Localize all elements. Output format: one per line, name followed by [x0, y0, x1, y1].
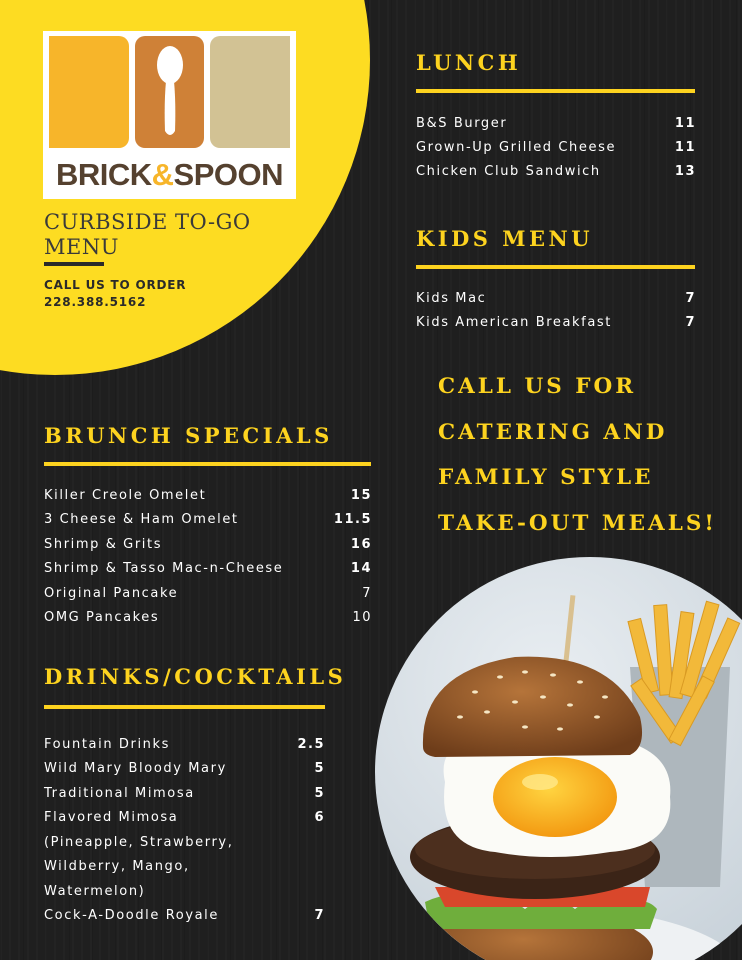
title-underline — [44, 262, 104, 266]
drink-item-name: Fountain Drinks — [44, 737, 171, 752]
call-to-order-label: CALL US TO ORDER — [44, 278, 187, 292]
catering-line: CALL US FOR — [438, 374, 637, 399]
drink-item-price: 5 — [314, 786, 325, 801]
catering-line: FAMILY STYLE — [438, 465, 654, 490]
catering-line: TAKE-OUT MEALS! — [438, 510, 717, 536]
logo-block-left — [49, 36, 129, 148]
kids-item-name: Kids Mac — [416, 291, 487, 306]
lunch-item-name: Chicken Club Sandwich — [416, 164, 601, 179]
drink-item-price: 7 — [314, 908, 325, 923]
brunch-item-price: 16 — [350, 537, 372, 552]
lunch-title: LUNCH — [416, 50, 522, 75]
drink-item-name: Wild Mary Bloody Mary — [44, 761, 227, 776]
brunch-item-name: Shrimp & Grits — [44, 537, 163, 552]
kids-item-price: 7 — [685, 315, 696, 330]
logo-wordmark: BRICK&SPOON — [55, 157, 284, 192]
catering-callout — [438, 364, 738, 546]
kids-item-price: 7 — [685, 291, 696, 306]
kids-menu-divider — [416, 265, 695, 269]
kids-menu-title: KIDS MENU — [416, 226, 594, 251]
lunch-divider — [416, 89, 695, 93]
drink-item-name: Cock-A-Doodle Royale — [44, 908, 219, 923]
brunch-divider — [44, 462, 371, 466]
drink-item-name: (Pineapple, Strawberry, — [44, 835, 234, 850]
drink-item-price: 6 — [314, 810, 325, 825]
burger-photo — [375, 557, 742, 960]
drink-item-name: Flavored Mimosa — [44, 810, 179, 825]
drink-item-name: Traditional Mimosa — [44, 786, 195, 801]
drink-item-price: 5 — [314, 761, 325, 776]
brunch-item-price: 14 — [350, 561, 372, 576]
brunch-item-name: OMG Pancakes — [44, 610, 160, 625]
lunch-item-price: 13 — [674, 164, 696, 179]
phone-number: 228.388.5162 — [44, 295, 147, 309]
burger-illustration — [375, 557, 742, 960]
brunch-item-name: Shrimp & Tasso Mac-n-Cheese — [44, 561, 284, 576]
kids-item-name: Kids American Breakfast — [416, 315, 612, 330]
brunch-item-price: 15 — [350, 488, 372, 503]
drink-item-name: Watermelon) — [44, 884, 146, 899]
catering-line: CATERING AND — [438, 419, 668, 445]
brunch-item-name: 3 Cheese & Ham Omelet — [44, 512, 239, 527]
brunch-item-price: 7 — [362, 586, 372, 601]
lunch-item-price: 11 — [674, 140, 696, 155]
logo-block-right — [210, 36, 290, 148]
drinks-cocktails-title: DRINKS/COCKTAILS — [44, 664, 347, 689]
menu-title: CURBSIDE TO-GO MENU — [44, 210, 251, 259]
lunch-item-price: 11 — [674, 116, 696, 131]
drinks-divider — [44, 705, 325, 709]
spoon-icon — [148, 43, 192, 141]
brick-and-spoon-logo — [43, 31, 296, 199]
lunch-item-name: Grown-Up Grilled Cheese — [416, 140, 617, 155]
drink-item-name: Wildberry, Mango, — [44, 859, 190, 874]
drink-item-price: 2.5 — [297, 737, 325, 752]
lunch-item-name: B&S Burger — [416, 116, 508, 131]
brunch-item-name: Killer Creole Omelet — [44, 488, 207, 503]
brunch-item-price: 11.5 — [333, 512, 372, 527]
brunch-specials-title: BRUNCH SPECIALS — [44, 423, 333, 448]
brunch-item-price: 10 — [352, 610, 372, 625]
brunch-item-name: Original Pancake — [44, 586, 179, 601]
